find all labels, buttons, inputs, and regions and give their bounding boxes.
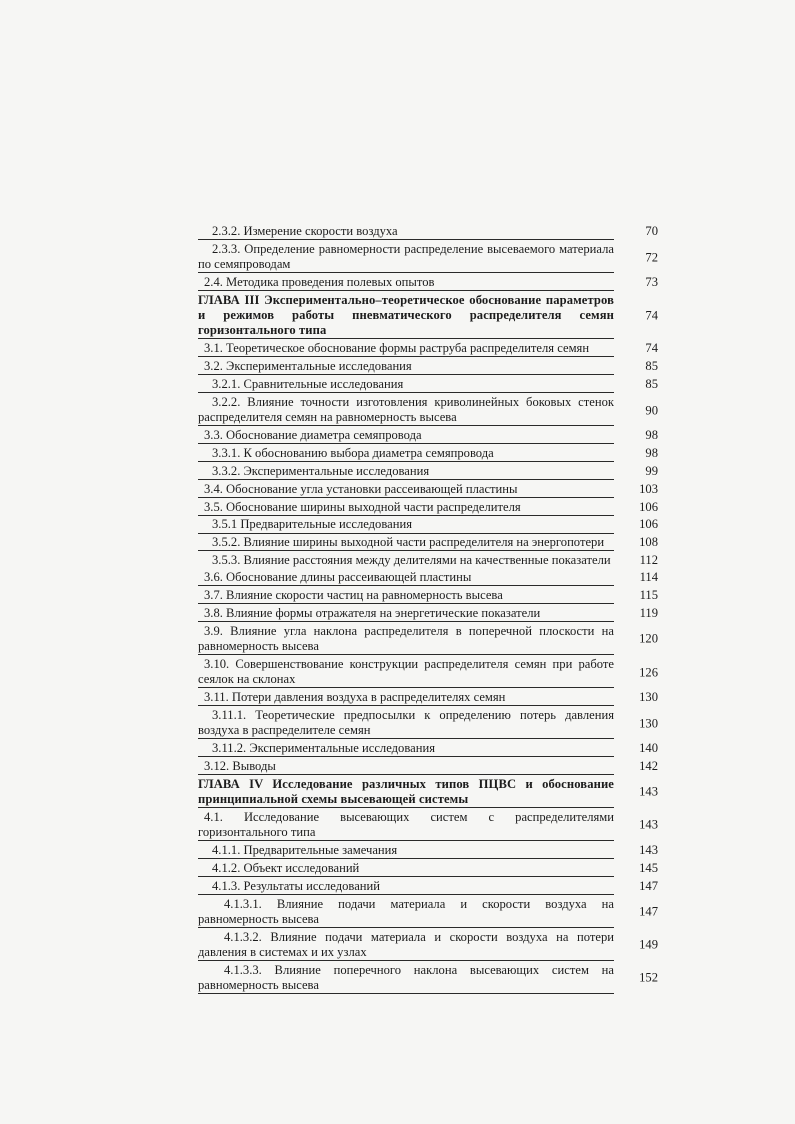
toc-entry	[198, 879, 658, 895]
toc-entry	[198, 810, 658, 841]
toc-page-number: 106	[639, 517, 658, 532]
toc-entry-title: 3.4. Обоснование угла установки рассеивающей пластины	[198, 482, 614, 498]
toc-entry	[198, 606, 658, 622]
toc-entry-title: 3.2. Экспериментальные исследования	[198, 359, 614, 375]
toc-entry	[198, 690, 658, 706]
toc-page-number: 73	[645, 274, 658, 289]
toc-page-number: 142	[639, 758, 658, 773]
toc-entry	[198, 224, 658, 240]
toc-entry	[198, 359, 658, 375]
toc-entry-title: 3.3.2. Экспериментальные исследования	[198, 464, 614, 480]
toc-entry	[198, 570, 658, 586]
toc-entry-title: 3.6. Обоснование длины рассеивающей пластины	[198, 570, 614, 586]
toc-page-number: 74	[645, 308, 658, 323]
toc-page-number: 120	[639, 631, 658, 646]
toc-page-number: 106	[639, 499, 658, 514]
toc-entry	[198, 275, 658, 291]
toc-entry-title: 3.9. Влияние угла наклона распределителя в поперечной плоскости на равномерность высева	[198, 624, 614, 655]
toc-entry-title: 4.1.3.3. Влияние поперечного наклона высевающих систем на равномерность высева	[198, 963, 614, 994]
toc-page-number: 72	[645, 249, 658, 264]
toc-page-number: 143	[639, 817, 658, 832]
toc-entry	[198, 861, 658, 877]
toc-page-number: 103	[639, 481, 658, 496]
toc-entry-title: 3.7. Влияние скорости частиц на равномерность высева	[198, 588, 614, 604]
toc-entry-title: 3.5.3. Влияние расстояния между делителями на качественные показатели	[212, 553, 611, 568]
toc-entry-title: 4.1. Исследование высевающих систем с распределителями горизонтального типа	[198, 810, 614, 841]
toc-entry-title: 3.11.2. Экспериментальные исследования	[198, 741, 614, 757]
toc-page-number: 112	[639, 553, 658, 568]
toc-entry-title: 3.2.1. Сравнительные исследования	[198, 377, 614, 393]
toc-page-number: 152	[639, 970, 658, 985]
toc-chapter-heading	[198, 777, 658, 808]
toc-entry	[198, 242, 658, 273]
toc-page-number: 149	[639, 937, 658, 952]
toc-page-number: 140	[639, 740, 658, 755]
toc-chapter-heading	[198, 293, 658, 340]
toc-page-number: 85	[645, 359, 658, 374]
toc-entry	[198, 657, 658, 688]
toc-page-number: 115	[639, 587, 658, 602]
toc-page-number: 143	[639, 784, 658, 799]
toc-entry	[198, 428, 658, 444]
toc-entry	[198, 395, 658, 426]
toc-entry-title: ГЛАВА III Экспериментально–теоретическое обоснование параметров и режимов работы пневматического распределителя семян горизонтального типа	[198, 293, 614, 340]
toc-entry-title: 4.1.3. Результаты исследований	[198, 879, 614, 895]
toc-entry-title: 3.2.2. Влияние точности изготовления криволинейных боковых стенок распределителя семян на равномерность высева	[198, 395, 614, 426]
toc-entry-title: 3.3. Обоснование диаметра семяпровода	[198, 428, 614, 444]
toc-entry-title: 3.5.1 Предварительные исследования	[198, 517, 614, 533]
table-of-contents	[198, 224, 658, 996]
toc-entry	[198, 377, 658, 393]
toc-entry-title: 4.1.3.2. Влияние подачи материала и скорости воздуха на потери давления в системах и их узлах	[198, 930, 614, 961]
toc-entry-title: 3.10. Совершенствование конструкции распределителя семян при работе сеялок на склонах	[198, 657, 614, 688]
toc-page-number: 130	[639, 689, 658, 704]
toc-entry-title: 3.3.1. К обоснованию выбора диаметра семяпровода	[198, 446, 614, 462]
toc-page-number: 90	[645, 402, 658, 417]
toc-page-number: 130	[639, 715, 658, 730]
toc-entry	[198, 464, 658, 480]
toc-page-number: 126	[639, 664, 658, 679]
toc-page-number: 114	[639, 570, 658, 585]
toc-entry	[198, 517, 658, 533]
toc-entry-title: ГЛАВА IV Исследование различных типов ПЦВС и обоснование принципиальной схемы высевающей системы	[198, 777, 614, 808]
toc-entry	[198, 759, 658, 775]
toc-entry-title: 3.12. Выводы	[198, 759, 614, 775]
toc-page-number: 98	[645, 427, 658, 442]
toc-entry-title: 4.1.2. Объект исследований	[198, 861, 614, 877]
toc-entry	[198, 624, 658, 655]
toc-page-number: 98	[645, 445, 658, 460]
toc-entry-title: 3.5.2. Влияние ширины выходной части распределителя на энергопотери	[198, 535, 614, 551]
toc-entry	[198, 843, 658, 859]
toc-entry	[198, 341, 658, 357]
toc-entry	[198, 588, 658, 604]
toc-entry-title: 4.1.3.1. Влияние подачи материала и скорости воздуха на равномерность высева	[198, 897, 614, 928]
toc-entry	[198, 500, 658, 516]
toc-entry	[198, 741, 658, 757]
toc-page-number: 147	[639, 878, 658, 893]
toc-entry	[198, 897, 658, 928]
toc-page-number: 145	[639, 860, 658, 875]
toc-entry-title: 2.3.2. Измерение скорости воздуха	[198, 224, 614, 240]
toc-entry-title: 2.4. Методика проведения полевых опытов	[198, 275, 614, 291]
toc-entry-title: 3.5. Обоснование ширины выходной части распределителя	[198, 500, 614, 516]
toc-page-number: 99	[645, 463, 658, 478]
toc-entry-title: 4.1.1. Предварительные замечания	[198, 843, 614, 859]
toc-page-number: 70	[645, 224, 658, 238]
toc-entry	[198, 535, 658, 551]
toc-entry	[198, 482, 658, 498]
toc-entry-title: 3.8. Влияние формы отражателя на энергетические показатели	[198, 606, 614, 622]
toc-page-number: 85	[645, 376, 658, 391]
toc-entry-title: 3.11. Потери давления воздуха в распределителях семян	[198, 690, 614, 706]
toc-entry	[198, 553, 658, 568]
toc-page-number: 74	[645, 341, 658, 356]
toc-page-number: 119	[639, 605, 658, 620]
toc-entry	[198, 963, 658, 994]
toc-entry	[198, 930, 658, 961]
toc-page-number: 108	[639, 535, 658, 550]
toc-page-number: 147	[639, 904, 658, 919]
toc-entry	[198, 446, 658, 462]
toc-entry	[198, 708, 658, 739]
toc-entry-title: 3.11.1. Теоретические предпосылки к определению потерь давления воздуха в распределителе семян	[198, 708, 614, 739]
toc-page-number: 143	[639, 842, 658, 857]
toc-entry-title: 3.1. Теоретическое обоснование формы раструба распределителя семян	[198, 341, 614, 357]
toc-entry-title: 2.3.3. Определение равномерности распределение высеваемого материала по семяпроводам	[198, 242, 614, 273]
